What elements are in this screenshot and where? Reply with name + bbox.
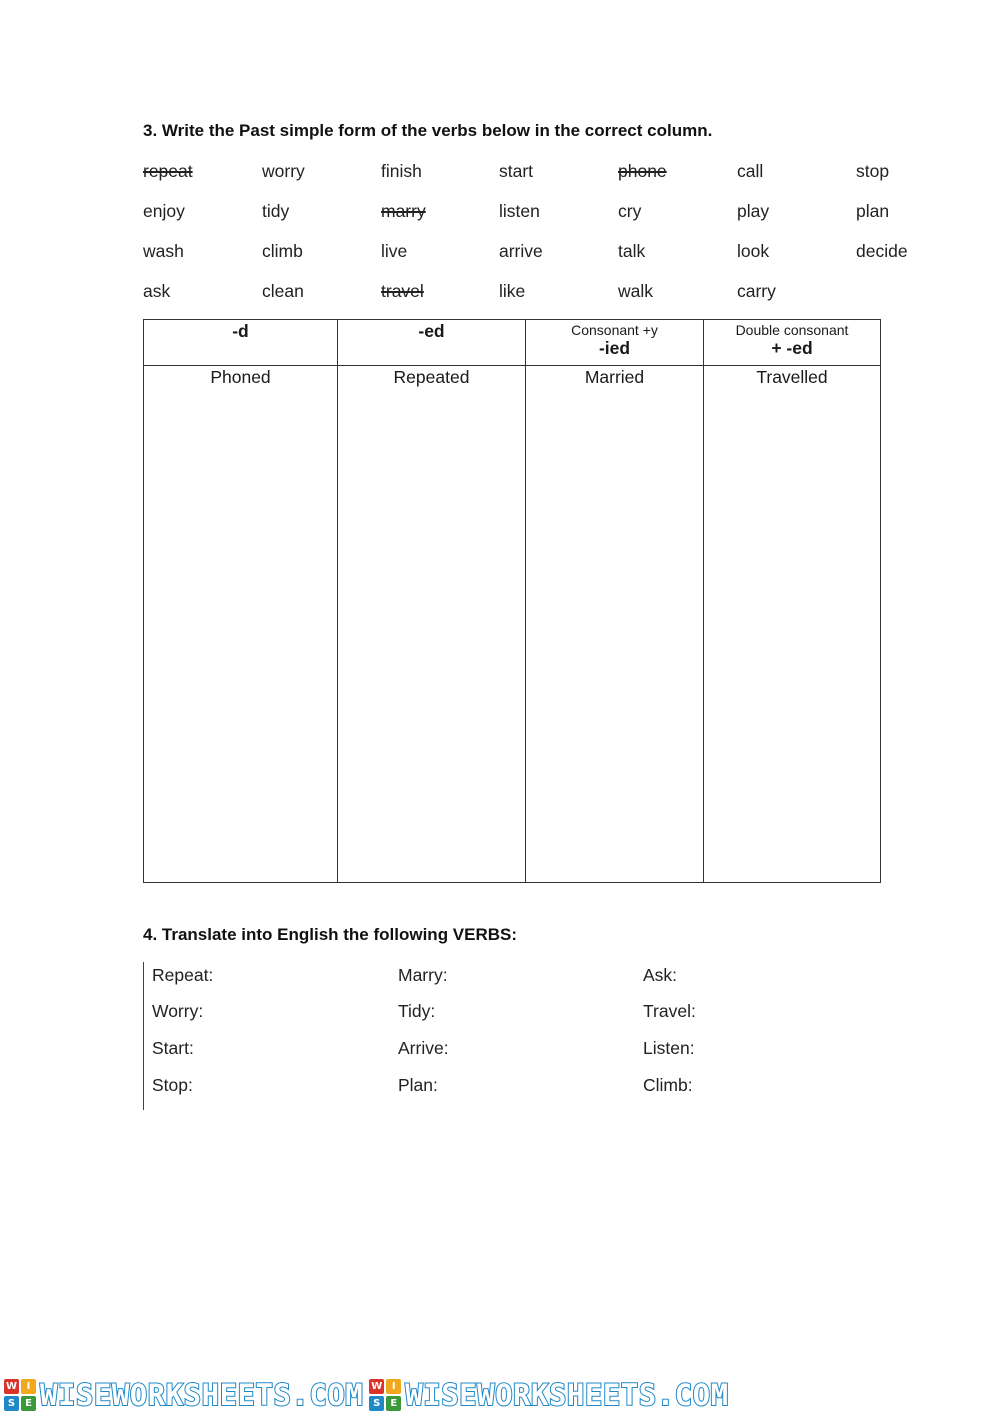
verb-start: start [499,161,534,181]
column-header-ied-sub: Consonant +y [571,322,658,338]
translate-item: Repeat: [152,965,214,985]
logo-icon-letter: S [4,1396,19,1411]
translate-item: Listen: [643,1038,695,1058]
verb-finish: finish [381,161,422,181]
verb-tidy: tidy [262,201,290,221]
logo-icon-letter: W [371,1380,383,1392]
verb-play: play [737,201,770,221]
footer-watermark [0,1376,1000,1413]
verb-stop: stop [856,161,890,181]
translate-divider [143,962,144,1110]
section-4-heading: 4. Translate into English the following VERBS: [143,925,518,944]
answer-cell-d[interactable]: Phoned [144,366,338,883]
verb-clean: clean [262,281,304,301]
logo-icon-letter: E [21,1396,36,1411]
column-header-ied-label: -ied [598,338,631,358]
logo-text: WISEWORKSHEETS.COM [405,1377,729,1412]
verb-live: live [381,241,408,261]
logo-icon-letter: W [5,1380,18,1392]
logo-block [4,1378,363,1412]
logo-icon-letter: S [369,1396,384,1411]
logo-icon-letter: I [21,1379,36,1394]
column-header-double-sub: Double consonant [735,322,849,338]
sorting-table [143,319,881,883]
verb-travel: travel [381,281,424,301]
translate-item: Travel: [643,1001,696,1021]
verb-listen: listen [499,201,540,221]
verb-decide: decide [856,241,908,261]
translate-item: Ask: [643,965,678,985]
verb-plan: plan [856,201,890,221]
logo-block [369,1378,728,1412]
verb-wash: wash [143,241,184,261]
verb-repeat: repeat [143,161,193,181]
logo-icon-letter: E [386,1396,401,1411]
translate-item: Climb: [643,1075,693,1095]
column-header-double [704,320,881,366]
verb-carry: carry [737,281,776,301]
verb-walk: walk [618,281,654,301]
verb-arrive: arrive [499,241,543,261]
logo-icon-letter: I [386,1379,401,1394]
translate-item: Plan: [398,1075,438,1095]
verb-climb: climb [262,241,303,261]
verb-marry: marry [381,201,426,221]
translate-item: Start: [152,1038,194,1058]
verb-cry: cry [618,201,642,221]
column-header-d-label: -d [232,321,249,341]
verb-call: call [737,161,764,181]
column-header-ed-label: -ed [418,321,445,341]
verb-look: look [737,241,770,261]
translate-item: Stop: [152,1075,193,1095]
translate-item: Worry: [152,1001,204,1021]
answer-cell-double[interactable]: Travelled [704,366,881,883]
section-3-heading: 3. Write the Past simple form of the verbs below in the correct column. [143,121,713,140]
verb-talk: talk [618,241,646,261]
logo-text: WISEWORKSHEETS.COM [40,1377,364,1412]
translate-item: Marry: [398,965,448,985]
verb-enjoy: enjoy [143,201,185,221]
logo-icon [369,1379,401,1411]
column-header-ed [338,320,526,366]
verb-ask: ask [143,281,171,301]
translate-item: Tidy: [398,1001,436,1021]
verb-worry: worry [262,161,305,181]
logo-icon [4,1379,36,1411]
column-header-double-label: + -ed [771,338,813,358]
answer-cell-ied[interactable]: Married [526,366,704,883]
column-header-d [144,320,338,366]
answer-cell-ed[interactable]: Repeated [338,366,526,883]
column-header-ied [526,320,704,366]
verb-phone: phone [618,161,667,181]
translate-item: Arrive: [398,1038,449,1058]
verb-like: like [499,281,526,301]
